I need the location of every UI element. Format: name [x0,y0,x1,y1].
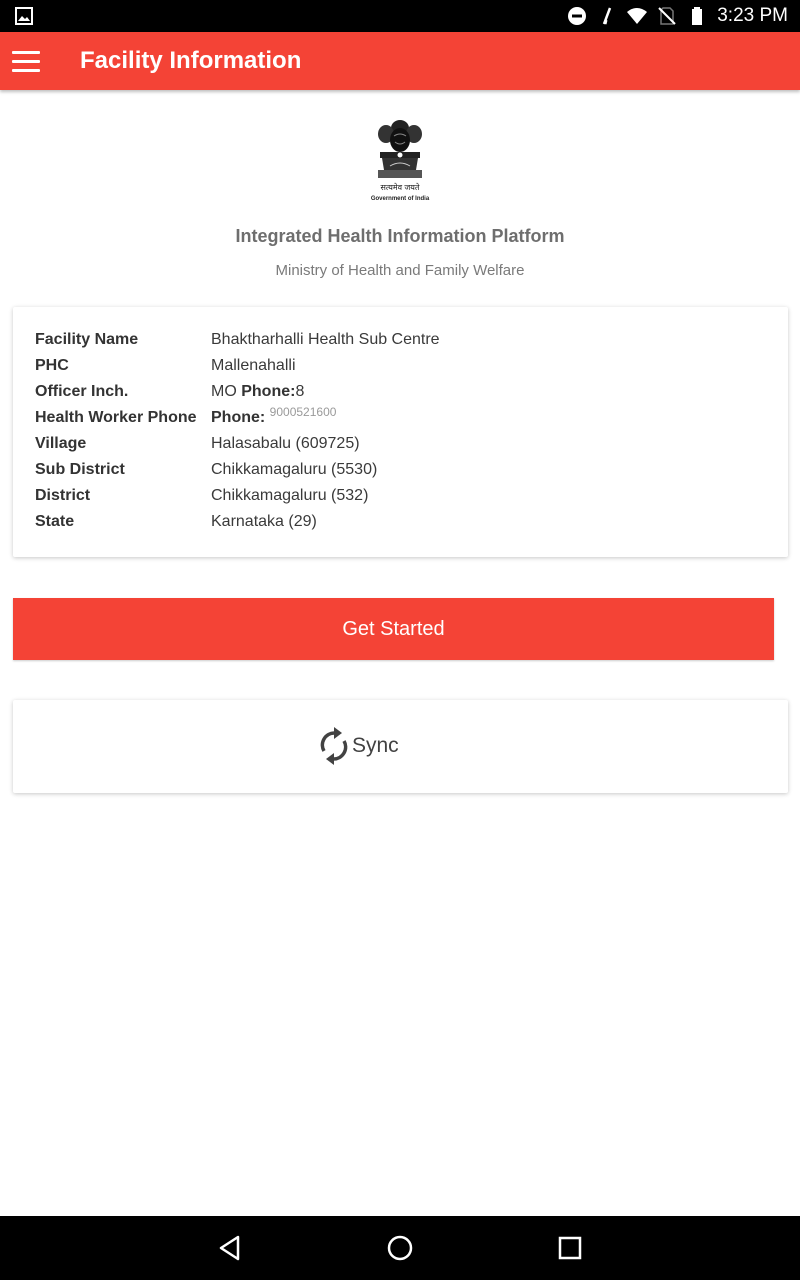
sync-icon [318,727,350,765]
sub-district-value: Chikkamagaluru (5530) [211,461,378,478]
image-icon [14,6,34,26]
state-row [35,513,775,539]
system-nav-bar [0,1216,800,1280]
officer-value [211,383,305,401]
officer-label: Officer Inch. [35,383,129,400]
recents-icon[interactable] [556,1234,584,1262]
ministry-subtitle: Ministry of Health and Family Welfare [275,262,525,279]
facility-info-card [13,307,788,557]
facility-name-value: Bhaktharhalli Health Sub Centre [211,331,440,348]
district-row [35,487,775,513]
home-icon[interactable] [386,1234,414,1262]
page-title: Facility Information [80,47,302,74]
health-worker-phone-value[interactable]: 9000521600 [269,405,337,419]
facility-name-label: Facility Name [35,331,139,348]
status-time: 3:23 PM [717,5,788,26]
phc-value: Mallenahalli [211,357,296,374]
district-value: Chikkamagaluru (532) [211,487,369,504]
get-started-button[interactable]: Get Started [13,598,774,660]
phc-label: PHC [35,357,69,374]
hamburger-menu-icon[interactable] [10,45,42,77]
battery-icon [687,6,707,26]
health-worker-phone-label: Phone: [211,409,266,426]
village-row [35,435,775,461]
no-sim-icon [657,6,677,26]
phc-row [35,357,775,383]
health-worker-label: Health Worker Phone [35,409,197,426]
village-label: Village [35,435,87,452]
officer-phone-value[interactable]: 8 [295,383,305,400]
sync-label: Sync [352,734,399,757]
dnd-icon [567,6,587,26]
state-value: Karnataka (29) [211,513,317,530]
health-worker-phone [211,405,337,427]
status-bar [0,0,800,32]
sync-button[interactable] [13,700,788,793]
back-icon[interactable] [216,1234,244,1262]
app-bar [0,32,800,90]
facility-name-row [35,331,775,357]
officer-row [35,383,775,409]
state-label: State [35,513,75,530]
village-value: Halasabalu (609725) [211,435,360,452]
wifi-icon [627,6,647,26]
no-sim-slash-icon [597,6,617,26]
emblem-caption-motto: सत्यमेव जयते [380,183,420,192]
emblem-caption-government: Government of India [370,196,430,202]
officer-phone-label: Phone: [241,383,296,400]
platform-title: Integrated Health Information Platform [235,226,565,246]
officer-designation: MO [211,383,237,400]
district-label: District [35,487,91,504]
health-worker-row [35,405,775,435]
sub-district-label: Sub District [35,461,125,478]
sub-district-row [35,461,775,487]
